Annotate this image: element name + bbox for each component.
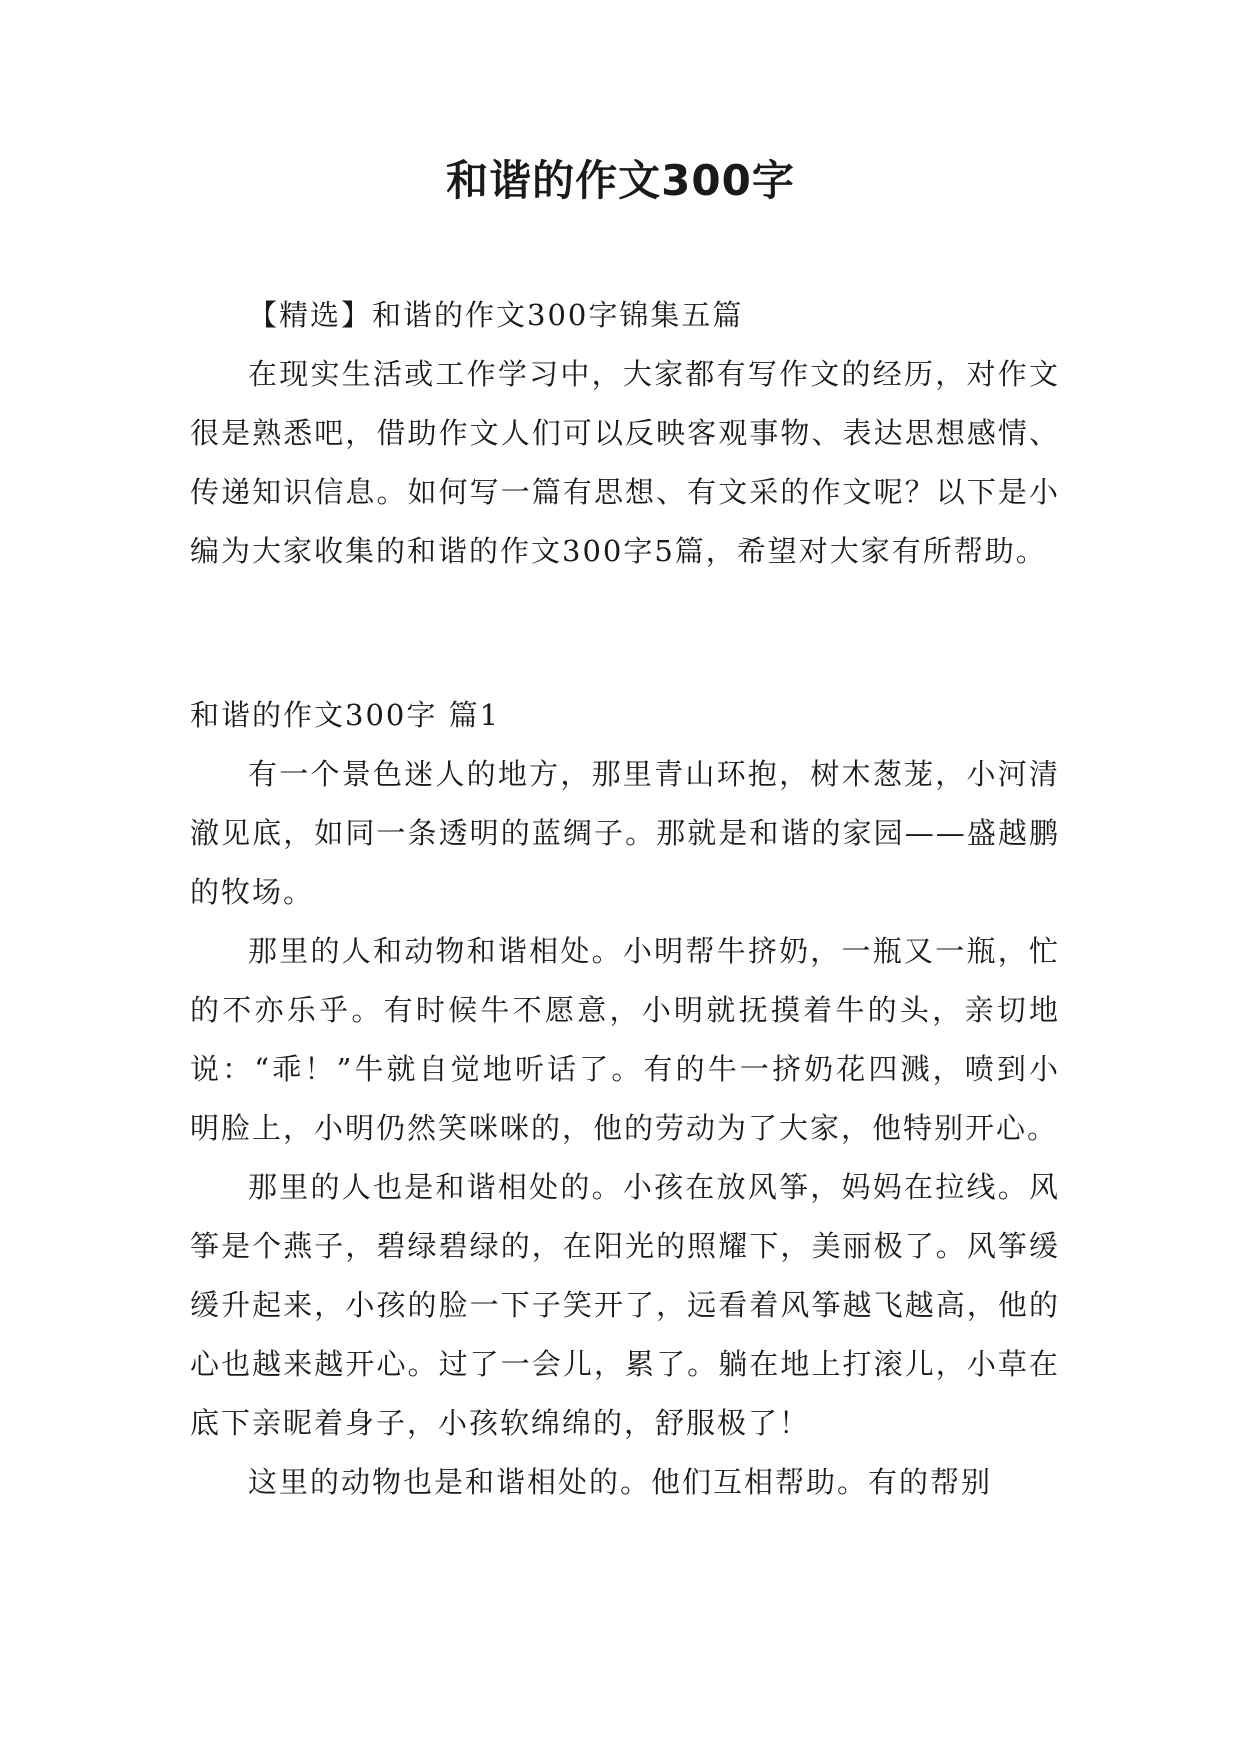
essay-section bbox=[190, 686, 1060, 1512]
intro-section bbox=[190, 286, 1060, 581]
essay-paragraph: 那里的人和动物和谐相处。小明帮牛挤奶，一瓶又一瓶，忙的不亦乐乎。有时候牛不愿意，小明就抚摸着牛的头，亲切地说：“乖！”牛就自觉地听话了。有的牛一挤奶花四溅，喷到小明脸上，小明仍然笑咪咪的，他的劳动为了大家，他特别开心。 bbox=[190, 934, 1060, 1145]
essay-paragraph: 这里的动物也是和谐相处的。他们互相帮助。有的帮别 bbox=[248, 1465, 993, 1499]
document-subtitle: 【精选】和谐的作文300字锦集五篇 bbox=[248, 298, 744, 332]
document-title: 和谐的作文300字 bbox=[446, 156, 795, 205]
essay-paragraph: 有一个景色迷人的地方，那里青山环抱，树木葱茏，小河清澈见底，如同一条透明的蓝绸子。那就是和谐的家园——盛越鹏的牧场。 bbox=[190, 757, 1060, 909]
essay-paragraph: 那里的人也是和谐相处的。小孩在放风筝，妈妈在拉线。风筝是个燕子，碧绿碧绿的，在阳光的照耀下，美丽极了。风筝缓缓升起来，小孩的脸一下子笑开了，远看着风筝越飞越高，他的心也越来越开心。过了一会儿，累了。躺在地上打滚儿，小草在底下亲昵着身子，小孩软绵绵的，舒服极了！ bbox=[190, 1170, 1060, 1440]
intro-paragraph: 在现实生活或工作学习中，大家都有写作文的经历，对作文很是熟悉吧，借助作文人们可以反映客观事物、表达思想感情、传递知识信息。如何写一篇有思想、有文采的作文呢？以下是小编为大家收集的和谐的作文300字5篇，希望对大家有所帮助。 bbox=[190, 357, 1060, 568]
section-heading: 和谐的作文300字 篇1 bbox=[190, 698, 501, 732]
